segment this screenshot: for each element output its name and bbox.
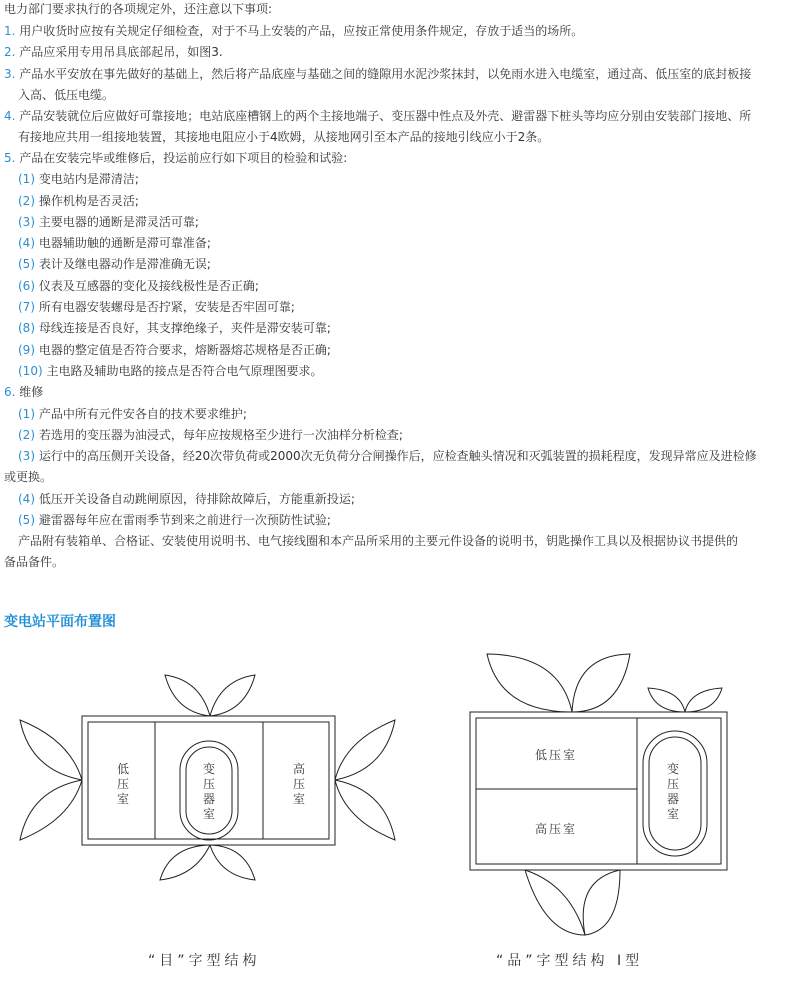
room-label-high-voltage: 高压室 xyxy=(535,822,578,836)
check-number: (4) xyxy=(18,236,35,250)
door-leaf xyxy=(160,845,210,880)
caption-pin xyxy=(496,950,643,970)
check-text: 主要电器的通断是滞灵活可靠; xyxy=(38,215,199,229)
intro-text: 电力部门要求执行的各项规定外，还注意以下事项: xyxy=(4,2,273,16)
check-text: 仪表及互感器的变化及接线极性是否正确; xyxy=(38,279,259,293)
check-number: (3) xyxy=(18,215,35,229)
door-leaf xyxy=(572,654,630,712)
room-label-low-voltage: 低压室 xyxy=(117,762,130,806)
section-title: 变电站平面布置图 xyxy=(4,614,116,630)
door-leaf xyxy=(685,688,722,712)
door-leaf xyxy=(210,845,255,880)
list-item-cont: 入高、低压电缆。 xyxy=(18,88,115,102)
maint-text: 产品中所有元件安各自的技术要求维护; xyxy=(38,407,247,421)
check-text: 电器的整定值是否符合要求，熔断器熔芯规格是否正确; xyxy=(38,343,331,357)
diagram-pin-structure xyxy=(470,654,727,935)
check-text: 母线连接是否良好，其支撑绝缘子，夹件是滞安装可靠; xyxy=(38,321,331,335)
maint-number: (3) xyxy=(18,449,35,463)
maint-text: 低压开关设备自动跳闸原因，待排除故障后，方能重新投运; xyxy=(38,492,355,506)
list-item-cont: 有接地应共用一组接地装置，其接地电阻应小于4欧姆，从接地网引至本产品的接地引线应小于2条。 xyxy=(18,130,550,144)
door-leaf xyxy=(487,654,572,712)
item-number: 6. xyxy=(4,385,16,399)
check-text: 主电路及辅助电路的接点是否符合电气原理图要求。 xyxy=(46,364,323,378)
door-leaf xyxy=(20,780,82,840)
check-number: (2) xyxy=(18,194,35,208)
item-text: 维修 xyxy=(19,385,44,399)
closing-text-cont: 备品备件。 xyxy=(4,555,65,569)
maint-text: 若选用的变压器为油浸式，每年应按规格至少进行一次油样分析检查; xyxy=(38,428,403,442)
caption-mu: “目”字型结构 xyxy=(148,953,261,969)
check-number: (5) xyxy=(18,257,35,271)
check-number: (1) xyxy=(18,172,35,186)
item-number: 2. xyxy=(4,45,16,59)
check-text: 电器辅助触的通断是滞可靠准备; xyxy=(38,236,211,250)
door-leaf xyxy=(648,688,685,712)
maint-text: 运行中的高压侧开关设备，经20次带负荷或2000次无负荷分合闸操作后，应检查触头情况和灭弧装置的损耗程度，发现异常应及进检修 xyxy=(38,449,757,463)
check-number: (8) xyxy=(18,321,35,335)
item-number: 4. xyxy=(4,109,16,123)
check-text: 所有电器安装螺母是否拧紧，安装是否牢固可靠; xyxy=(38,300,295,314)
item-text: 产品水平安放在事先做好的基础上，然后将产品底座与基础之间的缝隙用水泥沙浆抹封，以免雨水进入电缆室，通过高、低压室的底封板接 xyxy=(19,67,752,81)
item-text: 产品应采用专用吊具底部起吊，如图3. xyxy=(19,45,223,59)
item-text: 用户收货时应按有关规定仔细检查，对于不马上安装的产品，应按正常使用条件规定，存放于适当的场所。 xyxy=(19,24,584,38)
item-number: 3. xyxy=(4,67,16,81)
maint-number: (5) xyxy=(18,513,35,527)
closing-text: 产品附有装箱单、合格证、安装使用说明书、电气接线圈和本产品所采用的主要元件设备的说明书，钥匙操作工具以及根据协议书提供的 xyxy=(18,534,739,548)
room-label-high-voltage: 高压室 xyxy=(293,762,306,806)
door-leaf xyxy=(335,720,395,780)
check-number: (10) xyxy=(18,364,43,378)
maint-number: (1) xyxy=(18,407,35,421)
item-text: 产品安装就位后应做好可靠接地；电站底座槽钢上的两个主接地端子、变压器中性点及外壳、避雷器下桩头等均应分别由安装部门接地、所 xyxy=(19,109,752,123)
door-leaf xyxy=(583,870,620,935)
door-leaf xyxy=(165,675,210,716)
check-number: (9) xyxy=(18,343,35,357)
item-text: 产品在安装完毕或维修后，投运前应行如下项目的检验和试验: xyxy=(19,151,348,165)
maint-text: 避雷器每年应在雷雨季节到来之前进行一次预防性试验; xyxy=(38,513,331,527)
room-label-transformer: 变压器室 xyxy=(203,762,216,821)
check-text: 操作机构是否灵活; xyxy=(38,194,139,208)
door-leaf xyxy=(525,870,585,935)
check-number: (7) xyxy=(18,300,35,314)
maint-number: (4) xyxy=(18,492,35,506)
item-number: 5. xyxy=(4,151,16,165)
caption-pin-type: Ⅰ型 xyxy=(616,953,644,969)
item-number: 1. xyxy=(4,24,16,38)
door-leaf xyxy=(210,675,255,716)
check-number: (6) xyxy=(18,279,35,293)
door-leaf xyxy=(20,720,82,780)
caption-pin-text: “品”字型结构 xyxy=(496,953,609,969)
maint-item-cont: 或更换。 xyxy=(4,470,53,484)
door-leaf xyxy=(335,780,395,840)
room-label-transformer: 变压器室 xyxy=(667,762,680,821)
check-text: 变电站内是滞清洁; xyxy=(38,172,139,186)
maint-number: (2) xyxy=(18,428,35,442)
check-text: 表计及继电器动作是滞准确无误; xyxy=(38,257,211,271)
room-label-low-voltage: 低压室 xyxy=(535,748,578,762)
